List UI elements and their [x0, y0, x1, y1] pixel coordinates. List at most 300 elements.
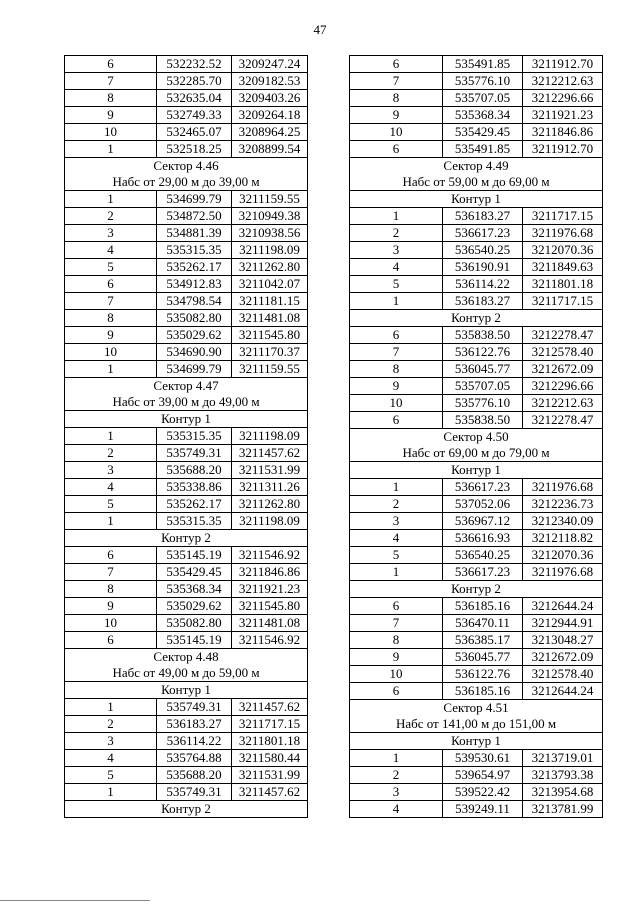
table-row — [65, 327, 308, 344]
point-number-cell: 3 — [65, 225, 157, 242]
table-row — [350, 649, 603, 666]
table-row — [350, 801, 603, 818]
x-coordinate-cell: 536190.91 — [443, 259, 523, 276]
table-row — [65, 428, 308, 445]
point-number-cell: 5 — [350, 276, 443, 293]
contour-header-row — [65, 801, 308, 818]
y-coordinate-cell: 3211457.62 — [232, 445, 308, 462]
point-number-cell: 3 — [65, 462, 157, 479]
point-number-cell: 2 — [65, 716, 157, 733]
x-coordinate-cell: 534881.39 — [157, 225, 232, 242]
y-coordinate-cell: 3208899.54 — [232, 141, 308, 158]
x-coordinate-cell: 535029.62 — [157, 327, 232, 344]
table-row — [65, 344, 308, 361]
height-range-row — [65, 665, 308, 682]
table-row — [65, 259, 308, 276]
height-range: Набс от 49,00 м до 59,00 м — [65, 665, 308, 682]
x-coordinate-cell: 537052.06 — [443, 496, 523, 513]
x-coordinate-cell: 535368.34 — [443, 107, 523, 124]
y-coordinate-cell: 3211545.80 — [232, 327, 308, 344]
table-row — [350, 56, 603, 73]
point-number-cell: 9 — [350, 649, 443, 666]
x-coordinate-cell: 536470.11 — [443, 615, 523, 632]
table-row — [350, 259, 603, 276]
x-coordinate-cell: 536967.12 — [443, 513, 523, 530]
point-number-cell: 1 — [350, 479, 443, 496]
contour-label: Контур 1 — [65, 411, 308, 428]
y-coordinate-cell: 3211976.68 — [523, 479, 603, 496]
table-row — [65, 632, 308, 649]
contour-header-row — [350, 581, 603, 598]
table-row — [65, 225, 308, 242]
contour-label: Контур 2 — [65, 801, 308, 818]
y-coordinate-cell: 3212578.40 — [523, 344, 603, 361]
table-row — [65, 445, 308, 462]
table-row — [350, 208, 603, 225]
point-number-cell: 9 — [350, 107, 443, 124]
point-number-cell: 10 — [350, 666, 443, 683]
x-coordinate-cell: 536616.93 — [443, 530, 523, 547]
y-coordinate-cell: 3212278.47 — [523, 412, 603, 429]
point-number-cell: 8 — [65, 90, 157, 107]
x-coordinate-cell: 535749.31 — [157, 784, 232, 801]
x-coordinate-cell: 535315.35 — [157, 242, 232, 259]
y-coordinate-cell: 3211717.15 — [523, 208, 603, 225]
point-number-cell: 2 — [65, 208, 157, 225]
point-number-cell: 3 — [350, 513, 443, 530]
x-coordinate-cell: 536122.76 — [443, 344, 523, 361]
x-coordinate-cell: 535688.20 — [157, 462, 232, 479]
point-number-cell: 4 — [65, 750, 157, 767]
table-row — [65, 191, 308, 208]
table-row — [350, 73, 603, 90]
x-coordinate-cell: 539654.97 — [443, 767, 523, 784]
y-coordinate-cell: 3212118.82 — [523, 530, 603, 547]
y-coordinate-cell: 3211159.55 — [232, 361, 308, 378]
y-coordinate-cell: 3211976.68 — [523, 225, 603, 242]
x-coordinate-cell: 535262.17 — [157, 496, 232, 513]
table-row — [350, 767, 603, 784]
sector-title: Сектор 4.49 — [350, 158, 603, 175]
x-coordinate-cell: 534699.79 — [157, 361, 232, 378]
point-number-cell: 1 — [65, 513, 157, 530]
point-number-cell: 8 — [65, 581, 157, 598]
y-coordinate-cell: 3211546.92 — [232, 632, 308, 649]
x-coordinate-cell: 535776.10 — [443, 73, 523, 90]
x-coordinate-cell: 536617.23 — [443, 479, 523, 496]
sector-title: Сектор 4.47 — [65, 378, 308, 395]
point-number-cell: 1 — [65, 191, 157, 208]
point-number-cell: 1 — [65, 361, 157, 378]
x-coordinate-cell: 535429.45 — [443, 124, 523, 141]
table-row — [65, 615, 308, 632]
y-coordinate-cell: 3213719.01 — [523, 750, 603, 767]
table-row — [65, 699, 308, 716]
y-coordinate-cell: 3211546.92 — [232, 547, 308, 564]
table-row — [65, 462, 308, 479]
height-range-row — [350, 716, 603, 733]
sector-title-row — [65, 158, 308, 175]
x-coordinate-cell: 535315.35 — [157, 428, 232, 445]
contour-label: Контур 1 — [350, 733, 603, 750]
table-row — [65, 242, 308, 259]
y-coordinate-cell: 3212644.24 — [523, 598, 603, 615]
x-coordinate-cell: 532285.70 — [157, 73, 232, 90]
y-coordinate-cell: 3209264.18 — [232, 107, 308, 124]
contour-label: Контур 2 — [350, 581, 603, 598]
y-coordinate-cell: 3211801.18 — [232, 733, 308, 750]
point-number-cell: 1 — [350, 564, 443, 581]
point-number-cell: 7 — [350, 615, 443, 632]
table-row — [350, 276, 603, 293]
x-coordinate-cell: 532749.33 — [157, 107, 232, 124]
x-coordinate-cell: 535749.31 — [157, 699, 232, 716]
footer-rule — [0, 900, 150, 901]
x-coordinate-cell: 535429.45 — [157, 564, 232, 581]
y-coordinate-cell: 3209182.53 — [232, 73, 308, 90]
y-coordinate-cell: 3211042.07 — [232, 276, 308, 293]
point-number-cell: 10 — [350, 395, 443, 412]
x-coordinate-cell: 536185.16 — [443, 683, 523, 700]
table-row — [65, 513, 308, 530]
y-coordinate-cell: 3211849.63 — [523, 259, 603, 276]
x-coordinate-cell: 535838.50 — [443, 412, 523, 429]
x-coordinate-cell: 535749.31 — [157, 445, 232, 462]
y-coordinate-cell: 3211262.80 — [232, 496, 308, 513]
y-coordinate-cell: 3211580.44 — [232, 750, 308, 767]
point-number-cell: 3 — [350, 784, 443, 801]
point-number-cell: 6 — [65, 632, 157, 649]
point-number-cell: 2 — [65, 445, 157, 462]
table-row — [350, 225, 603, 242]
y-coordinate-cell: 3211921.23 — [232, 581, 308, 598]
y-coordinate-cell: 3212070.36 — [523, 547, 603, 564]
table-row — [65, 73, 308, 90]
table-row — [350, 344, 603, 361]
x-coordinate-cell: 536122.76 — [443, 666, 523, 683]
y-coordinate-cell: 3212944.91 — [523, 615, 603, 632]
height-range-row — [65, 394, 308, 411]
y-coordinate-cell: 3211457.62 — [232, 699, 308, 716]
point-number-cell: 7 — [350, 73, 443, 90]
y-coordinate-cell: 3211801.18 — [523, 276, 603, 293]
table-row — [350, 479, 603, 496]
point-number-cell: 3 — [65, 733, 157, 750]
y-coordinate-cell: 3213793.38 — [523, 767, 603, 784]
table-row — [65, 276, 308, 293]
left-coordinate-table — [64, 55, 307, 818]
point-number-cell: 2 — [350, 496, 443, 513]
sector-title: Сектор 4.46 — [65, 158, 308, 175]
point-number-cell: 6 — [350, 56, 443, 73]
y-coordinate-cell: 3211481.08 — [232, 615, 308, 632]
y-coordinate-cell: 3211531.99 — [232, 462, 308, 479]
x-coordinate-cell: 532518.25 — [157, 141, 232, 158]
point-number-cell: 7 — [350, 344, 443, 361]
y-coordinate-cell: 3209247.24 — [232, 56, 308, 73]
contour-label: Контур 1 — [350, 462, 603, 479]
point-number-cell: 9 — [65, 598, 157, 615]
point-number-cell: 4 — [350, 259, 443, 276]
point-number-cell: 6 — [65, 276, 157, 293]
table-row — [350, 598, 603, 615]
right-table-body — [350, 56, 603, 818]
point-number-cell: 4 — [350, 530, 443, 547]
y-coordinate-cell: 3212296.66 — [523, 90, 603, 107]
x-coordinate-cell: 536183.27 — [443, 293, 523, 310]
height-range: Набс от 39,00 м до 49,00 м — [65, 394, 308, 411]
x-coordinate-cell: 536385.17 — [443, 632, 523, 649]
x-coordinate-cell: 535029.62 — [157, 598, 232, 615]
y-coordinate-cell: 3208964.25 — [232, 124, 308, 141]
point-number-cell: 6 — [350, 412, 443, 429]
x-coordinate-cell: 535707.05 — [443, 378, 523, 395]
table-row — [350, 666, 603, 683]
y-coordinate-cell: 3212296.66 — [523, 378, 603, 395]
x-coordinate-cell: 535368.34 — [157, 581, 232, 598]
x-coordinate-cell: 534912.83 — [157, 276, 232, 293]
sector-title-row — [350, 700, 603, 717]
sector-title: Сектор 4.51 — [350, 700, 603, 717]
x-coordinate-cell: 536185.16 — [443, 598, 523, 615]
table-row — [350, 378, 603, 395]
point-number-cell: 9 — [65, 107, 157, 124]
contour-header-row — [350, 462, 603, 479]
y-coordinate-cell: 3211198.09 — [232, 242, 308, 259]
point-number-cell: 4 — [65, 479, 157, 496]
table-row — [65, 310, 308, 327]
y-coordinate-cell: 3210938.56 — [232, 225, 308, 242]
y-coordinate-cell: 3211717.15 — [232, 716, 308, 733]
x-coordinate-cell: 534798.54 — [157, 293, 232, 310]
sector-title-row — [350, 429, 603, 446]
x-coordinate-cell: 535145.19 — [157, 547, 232, 564]
x-coordinate-cell: 535764.88 — [157, 750, 232, 767]
table-row — [350, 124, 603, 141]
y-coordinate-cell: 3210949.38 — [232, 208, 308, 225]
point-number-cell: 7 — [65, 564, 157, 581]
table-row — [350, 632, 603, 649]
table-row — [65, 716, 308, 733]
point-number-cell: 6 — [350, 683, 443, 700]
point-number-cell: 3 — [350, 242, 443, 259]
x-coordinate-cell: 535838.50 — [443, 327, 523, 344]
y-coordinate-cell: 3211921.23 — [523, 107, 603, 124]
sector-title-row — [65, 378, 308, 395]
point-number-cell: 6 — [65, 56, 157, 73]
table-row — [65, 598, 308, 615]
height-range-row — [350, 174, 603, 191]
y-coordinate-cell: 3211846.86 — [523, 124, 603, 141]
x-coordinate-cell: 535082.80 — [157, 310, 232, 327]
table-row — [350, 412, 603, 429]
contour-header-row — [350, 733, 603, 750]
x-coordinate-cell: 532635.04 — [157, 90, 232, 107]
x-coordinate-cell: 539522.42 — [443, 784, 523, 801]
table-row — [65, 767, 308, 784]
y-coordinate-cell: 3212340.09 — [523, 513, 603, 530]
x-coordinate-cell: 539249.11 — [443, 801, 523, 818]
y-coordinate-cell: 3211846.86 — [232, 564, 308, 581]
x-coordinate-cell: 536045.77 — [443, 649, 523, 666]
height-range-row — [350, 445, 603, 462]
table-row — [350, 750, 603, 767]
y-coordinate-cell: 3213781.99 — [523, 801, 603, 818]
x-coordinate-cell: 535315.35 — [157, 513, 232, 530]
y-coordinate-cell: 3211311.26 — [232, 479, 308, 496]
point-number-cell: 8 — [350, 90, 443, 107]
point-number-cell: 1 — [350, 750, 443, 767]
point-number-cell: 9 — [65, 327, 157, 344]
table-row — [350, 141, 603, 158]
height-range: Набс от 141,00 м до 151,00 м — [350, 716, 603, 733]
table-row — [65, 750, 308, 767]
table-row — [65, 564, 308, 581]
y-coordinate-cell: 3211181.15 — [232, 293, 308, 310]
table-row — [350, 327, 603, 344]
contour-label: Контур 1 — [65, 682, 308, 699]
table-row — [65, 784, 308, 801]
point-number-cell: 6 — [350, 598, 443, 615]
table-row — [65, 124, 308, 141]
table-row — [350, 90, 603, 107]
table-row — [65, 208, 308, 225]
point-number-cell: 2 — [350, 767, 443, 784]
x-coordinate-cell: 535491.85 — [443, 141, 523, 158]
contour-header-row — [65, 411, 308, 428]
y-coordinate-cell: 3211717.15 — [523, 293, 603, 310]
x-coordinate-cell: 535338.86 — [157, 479, 232, 496]
point-number-cell: 7 — [65, 293, 157, 310]
table-row — [65, 293, 308, 310]
sector-title-row — [65, 649, 308, 666]
contour-header-row — [350, 191, 603, 208]
x-coordinate-cell: 536045.77 — [443, 361, 523, 378]
x-coordinate-cell: 536114.22 — [443, 276, 523, 293]
x-coordinate-cell: 532465.07 — [157, 124, 232, 141]
point-number-cell: 5 — [65, 767, 157, 784]
table-row — [65, 141, 308, 158]
point-number-cell: 1 — [350, 293, 443, 310]
table-row — [350, 242, 603, 259]
table-row — [65, 733, 308, 750]
point-number-cell: 1 — [65, 428, 157, 445]
x-coordinate-cell: 535688.20 — [157, 767, 232, 784]
x-coordinate-cell: 535082.80 — [157, 615, 232, 632]
point-number-cell: 8 — [65, 310, 157, 327]
point-number-cell: 8 — [350, 361, 443, 378]
contour-label: Контур 1 — [350, 191, 603, 208]
x-coordinate-cell: 535491.85 — [443, 56, 523, 73]
point-number-cell: 10 — [65, 344, 157, 361]
x-coordinate-cell: 532232.52 — [157, 56, 232, 73]
point-number-cell: 1 — [65, 699, 157, 716]
y-coordinate-cell: 3212644.24 — [523, 683, 603, 700]
point-number-cell: 4 — [350, 801, 443, 818]
point-number-cell: 6 — [65, 547, 157, 564]
left-table-body — [65, 56, 308, 818]
y-coordinate-cell: 3211170.37 — [232, 344, 308, 361]
x-coordinate-cell: 539530.61 — [443, 750, 523, 767]
contour-label: Контур 2 — [65, 530, 308, 547]
table-row — [350, 784, 603, 801]
y-coordinate-cell: 3213048.27 — [523, 632, 603, 649]
point-number-cell: 2 — [350, 225, 443, 242]
y-coordinate-cell: 3211976.68 — [523, 564, 603, 581]
table-row — [350, 513, 603, 530]
table-row — [350, 564, 603, 581]
y-coordinate-cell: 3212578.40 — [523, 666, 603, 683]
table-row — [65, 496, 308, 513]
table-row — [350, 683, 603, 700]
table-row — [350, 107, 603, 124]
sector-title: Сектор 4.48 — [65, 649, 308, 666]
point-number-cell: 10 — [350, 124, 443, 141]
table-row — [65, 107, 308, 124]
point-number-cell: 1 — [350, 208, 443, 225]
point-number-cell: 6 — [350, 327, 443, 344]
x-coordinate-cell: 536183.27 — [157, 716, 232, 733]
point-number-cell: 9 — [350, 378, 443, 395]
table-row — [350, 361, 603, 378]
point-number-cell: 5 — [350, 547, 443, 564]
x-coordinate-cell: 536617.23 — [443, 564, 523, 581]
point-number-cell: 5 — [65, 259, 157, 276]
x-coordinate-cell: 535262.17 — [157, 259, 232, 276]
y-coordinate-cell: 3211531.99 — [232, 767, 308, 784]
y-coordinate-cell: 3211198.09 — [232, 513, 308, 530]
table-row — [350, 395, 603, 412]
sector-title: Сектор 4.50 — [350, 429, 603, 446]
sector-title-row — [350, 158, 603, 175]
y-coordinate-cell: 3212672.09 — [523, 361, 603, 378]
table-row — [350, 293, 603, 310]
y-coordinate-cell: 3213954.68 — [523, 784, 603, 801]
y-coordinate-cell: 3209403.26 — [232, 90, 308, 107]
table-row — [350, 547, 603, 564]
contour-header-row — [350, 310, 603, 327]
table-row — [65, 581, 308, 598]
x-coordinate-cell: 536540.25 — [443, 242, 523, 259]
point-number-cell: 10 — [65, 124, 157, 141]
y-coordinate-cell: 3211912.70 — [523, 56, 603, 73]
point-number-cell: 5 — [65, 496, 157, 513]
table-row — [65, 547, 308, 564]
y-coordinate-cell: 3212236.73 — [523, 496, 603, 513]
point-number-cell: 1 — [65, 141, 157, 158]
y-coordinate-cell: 3212212.63 — [523, 395, 603, 412]
x-coordinate-cell: 536617.23 — [443, 225, 523, 242]
x-coordinate-cell: 536114.22 — [157, 733, 232, 750]
point-number-cell: 6 — [350, 141, 443, 158]
height-range-row — [65, 174, 308, 191]
contour-header-row — [65, 530, 308, 547]
y-coordinate-cell: 3212212.63 — [523, 73, 603, 90]
y-coordinate-cell: 3211912.70 — [523, 141, 603, 158]
table-row — [65, 479, 308, 496]
y-coordinate-cell: 3212070.36 — [523, 242, 603, 259]
height-range: Набс от 59,00 м до 69,00 м — [350, 174, 603, 191]
x-coordinate-cell: 534690.90 — [157, 344, 232, 361]
x-coordinate-cell: 536183.27 — [443, 208, 523, 225]
height-range: Набс от 69,00 м до 79,00 м — [350, 445, 603, 462]
x-coordinate-cell: 535145.19 — [157, 632, 232, 649]
y-coordinate-cell: 3211545.80 — [232, 598, 308, 615]
table-row — [350, 530, 603, 547]
height-range: Набс от 29,00 м до 39,00 м — [65, 174, 308, 191]
point-number-cell: 1 — [65, 784, 157, 801]
x-coordinate-cell: 536540.25 — [443, 547, 523, 564]
